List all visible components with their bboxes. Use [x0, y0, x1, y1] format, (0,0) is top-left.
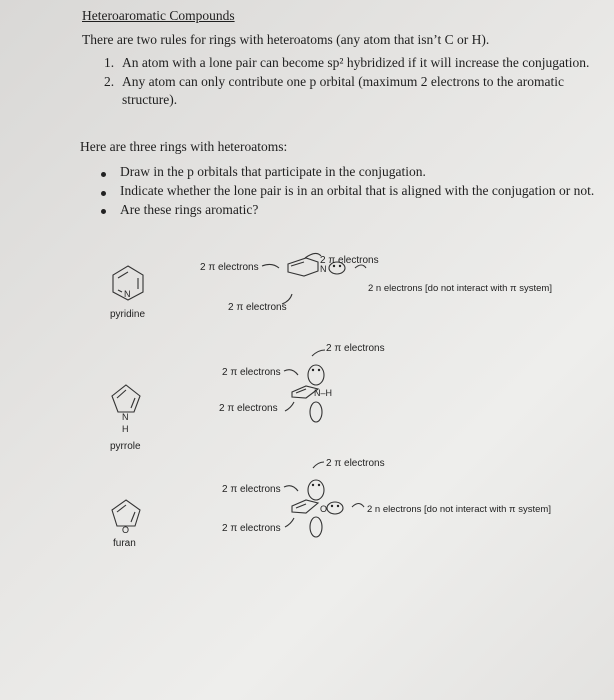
furan-o-label: O: [122, 525, 130, 535]
rule-2-number: 2.: [104, 74, 115, 89]
bullet-text-2: Indicate whether the lone pair is in an orbital that is aligned with the conjugation or not.: [120, 183, 595, 198]
pyrrole-perspective: [284, 350, 325, 422]
pyrrole-n-label: N: [122, 412, 129, 422]
rule-1-number: 1.: [104, 55, 115, 70]
furan-persp-o: O: [320, 504, 328, 514]
pyrrole-name: pyrrole: [110, 441, 141, 452]
pyridine-pi-left: 2 π electrons: [200, 262, 259, 273]
furan-pi-top: 2 π electrons: [326, 458, 385, 469]
furan-pi-left: 2 π electrons: [222, 484, 281, 495]
furan-n-note: 2 n electrons [do not interact with π system]: [367, 504, 551, 515]
pyridine-pi-bottom: 2 π electrons: [228, 302, 287, 313]
pyrrole-pi-left: 2 π electrons: [222, 367, 281, 378]
furan-perspective: [284, 462, 364, 537]
furan-name: furan: [113, 538, 136, 549]
pyridine-pi-top: 2 π electrons: [320, 255, 379, 266]
rule-1-text: An atom with a lone pair can become sp² hybridized if it will increase the conjugation.: [122, 55, 590, 70]
pyrrole-persp-nh: N–H: [314, 388, 333, 398]
lone-pair-dots: [312, 265, 341, 507]
pyridine-n-note: 2 n electrons [do not interact with π system]: [368, 283, 552, 294]
furan-pi-bottom: 2 π electrons: [222, 523, 281, 534]
section-heading: Here are three rings with heteroatoms:: [80, 139, 288, 154]
bullet-text-1: Draw in the p orbitals that participate in the conjugation.: [120, 164, 426, 179]
pyrrole-h-label: H: [122, 424, 129, 434]
rule-2-text-line1: Any atom can only contribute one p orbital (maximum 2 electrons to the aromatic: [122, 74, 564, 89]
pyridine-persp-n: N: [320, 264, 327, 274]
pyridine-n-label: N: [124, 289, 131, 299]
pyrrole-pi-top: 2 π electrons: [326, 343, 385, 354]
pyrrole-pi-bottom: 2 π electrons: [219, 403, 278, 414]
rule-2-text-line2: structure).: [122, 92, 178, 107]
pyridine-name: pyridine: [110, 309, 146, 320]
pyrrole-ring: [112, 385, 140, 412]
furan-ring: [112, 500, 140, 526]
bullet-text-3: Are these rings aromatic?: [120, 202, 259, 217]
intro-text: There are two rules for rings with heteroatoms (any atom that isn’t C or H).: [82, 32, 490, 47]
page-title: Heteroaromatic Compounds: [82, 8, 235, 23]
